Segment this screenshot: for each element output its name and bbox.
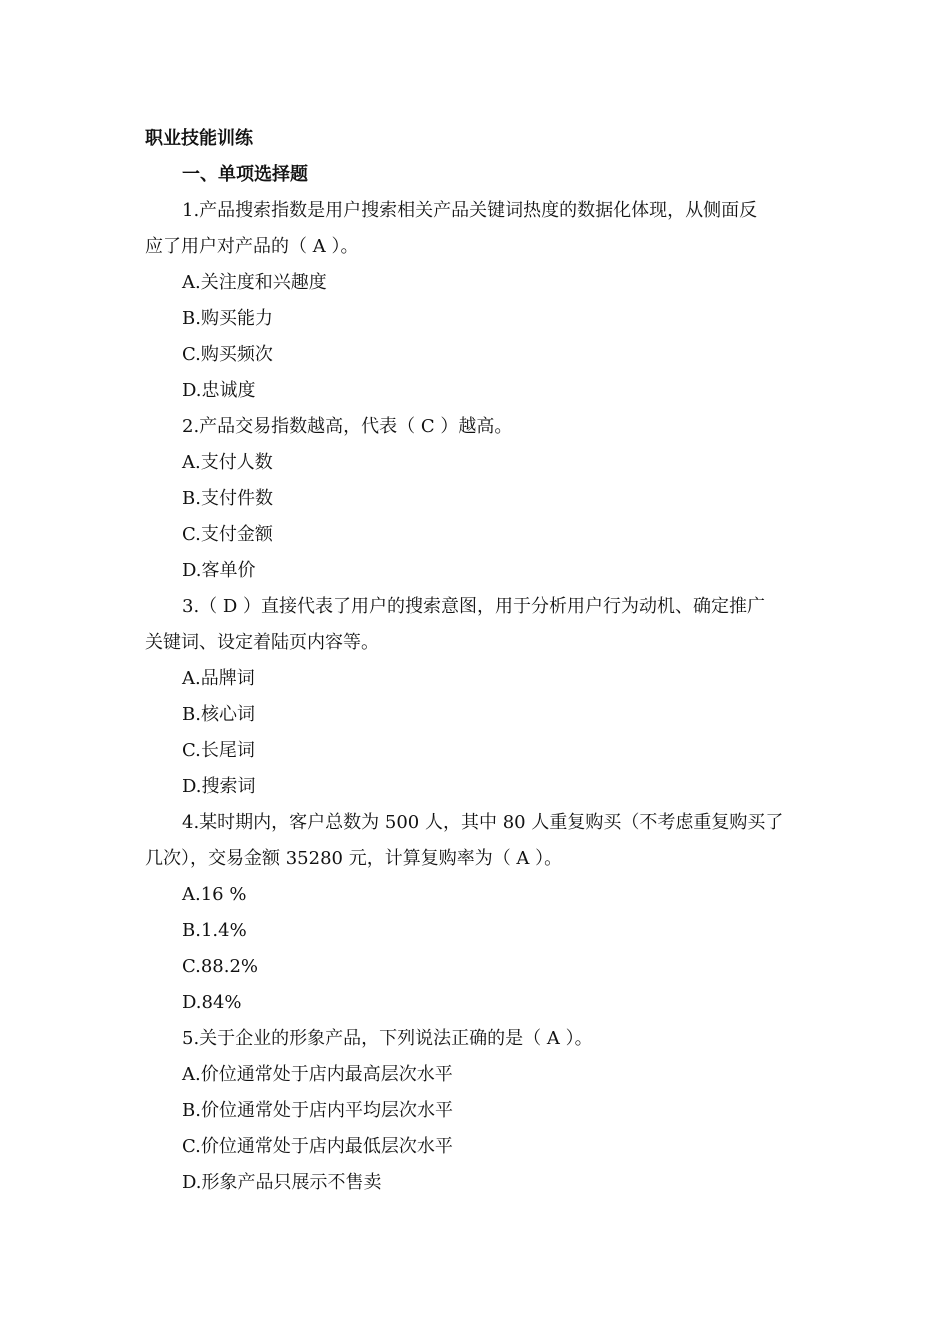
question-5-option-d: D.形象产品只展示不售卖 [182,1172,382,1193]
question-1-option-a: A.关注度和兴趣度 [182,272,327,293]
question-4-option-a: A.16 % [182,884,247,905]
question-3-option-a: A.品牌词 [182,668,255,689]
question-3-stem-continued: 关键词、设定着陆页内容等。 [145,632,379,653]
question-4-option-c: C.88.2% [182,956,259,977]
question-5-option-b: B.价位通常处于店内平均层次水平 [182,1100,453,1121]
question-3-option-d: D.搜索词 [182,776,256,797]
question-3-stem: 3.（ D ）直接代表了用户的搜索意图，用于分析用户行为动机、确定推广 [182,596,766,617]
document-title: 职业技能训练 [145,128,253,149]
question-4-stem: 4.某时期内，客户总数为 500 人，其中 80 人重复购买（不考虑重复购买了 [182,812,784,833]
question-2-option-d: D.客单价 [182,560,256,581]
question-3-option-c: C.长尾词 [182,740,255,761]
question-2-option-a: A.支付人数 [182,452,273,473]
question-2-option-b: B.支付件数 [182,488,273,509]
question-1-stem: 1.产品搜索指数是用户搜索相关产品关键词热度的数据化体现，从侧面反 [182,200,758,221]
question-1-option-c: C.购买频次 [182,344,273,365]
question-1-stem-continued: 应了用户对产品的（ A ）。 [145,236,359,257]
question-1-option-d: D.忠诚度 [182,380,256,401]
question-2-stem: 2.产品交易指数越高，代表（ C ）越高。 [182,416,513,437]
section-heading: 一、单项选择题 [182,164,308,185]
question-2-option-c: C.支付金额 [182,524,273,545]
question-4-option-d: D.84% [182,992,242,1013]
question-5-stem: 5.关于企业的形象产品，下列说法正确的是（ A ）。 [182,1028,593,1049]
question-1-option-b: B.购买能力 [182,308,273,329]
question-4-option-b: B.1.4% [182,920,247,941]
question-5-option-a: A.价位通常处于店内最高层次水平 [182,1064,453,1085]
question-3-option-b: B.核心词 [182,704,255,725]
question-5-option-c: C.价位通常处于店内最低层次水平 [182,1136,453,1157]
question-4-stem-continued: 几次），交易金额 35280 元，计算复购率为（ A ）。 [145,848,563,869]
